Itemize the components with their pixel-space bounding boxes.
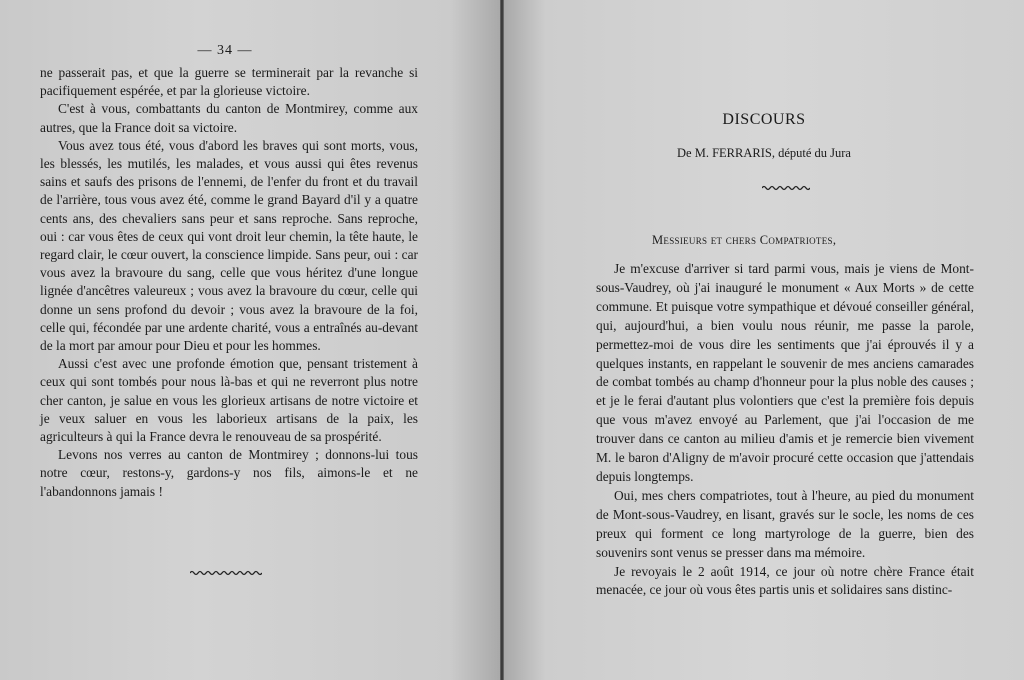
left-paragraph-1: ne passerait pas, et que la guerre se terminerait par la revanche si pacifiquement espérée, et par la glorieuse victoire. [40, 65, 418, 99]
speech-heading: DISCOURS [722, 111, 806, 128]
left-paragraph-5: Levons nos verres au canton de Montmirey ; donnons-lui tous notre cœur, restons-y, gardons-y nos fils, aimons-le et ne l'abandonnons jamais ! [40, 447, 418, 499]
left-paragraph-2: C'est à vous, combattants du canton de Montmirey, comme aux autres, que la France doit sa victoire. [40, 101, 418, 135]
wavy-rule-icon [762, 185, 810, 191]
right-paragraph-3: Je revoyais le 2 août 1914, ce jour où notre chère France était menacée, ce jour où vous êtes partis unis et solidaires sans distinc- [596, 563, 974, 598]
left-paragraph-4: Aussi c'est avec une profonde émotion que, pensant tristement à ceux qui sont tombés pour nous là-bas et qui ne reverront plus notre cher canton, je salue en vous les glorieux artisans de notre victoire et je veux saluer en vous les laborieux artisans de la paix, les agriculteurs à qui la France devra le renouveau de sa prospérité. [40, 356, 418, 445]
right-page-text [596, 260, 974, 600]
speech-subheading: De M. FERRARIS, député du Jura [677, 146, 851, 160]
left-page [0, 0, 500, 680]
left-paragraph-3: Vous avez tous été, vous d'abord les braves qui sont morts, vous, les blessés, les mutilés, les malades, et vous aussi qui êtes revenus sains et saufs des prisons de l'ennemi, de l'enfer du front et du travail de l'arrière, tous vous avez été, comme le grand Bayard d'il y a quatre cents ans, des chevaliers sans peur et sans reproche. Sans reproche, oui : car vous êtes de ceux qui vont droit leur chemin, la tête haute, le regard clair, le cœur ouvert, la conscience limpide. Sans peur, oui : car vous avez la bravoure du sang, celle que vous héritez d'une longue lignée d'ancêtres valeureux ; vous avez la bravoure du cœur, celle qui donne un sens profond du devoir ; vous avez la bravoure de la foi, celle qui, fécondée par une ardente charité, vous a entraînés au-devant de la mort par amour pour Dieu et pour les hommes. [40, 137, 418, 354]
right-paragraph-1: Je m'excuse d'arriver si tard parmi vous, mais je viens de Mont-sous-Vaudrey, où j'ai inauguré le monument « Aux Morts » de cette commune. Et puisque votre sympathique et dévoué conseiller général, qui, aujourd'hui, a bien voulu nous réunir, me passe la parole, permettez-moi de vous dire les sentiments que j'ai éprouvés il y a quelques instants, en rappelant le souvenir de mes anciens camarades de combat tombés au champ d'honneur pour la plus noble des causes ; et je le ferai d'autant plus volontiers que c'est la première fois depuis que vous m'avez envoyé au Parlement, que j'ai l'occasion de me trouver dans ce canton au milieu d'amis et je remercie bien vivement M. le baron d'Aligny de m'avoir procuré cette occasion que j'attendais depuis longtemps. [596, 261, 974, 484]
left-page-text [40, 64, 418, 501]
salutation: Messieurs et chers Compatriotes, [652, 233, 837, 247]
wavy-rule-icon [190, 570, 262, 576]
right-page [504, 0, 1024, 680]
right-paragraph-2: Oui, mes chers compatriotes, tout à l'heure, au pied du monument de Mont-sous-Vaudrey, en lisant, gravés sur le socle, les noms de ces preux qui forment ce long martyrologe de la guerre, bien des souvenirs sont venus se presser dans ma mémoire. [596, 487, 974, 560]
page-number: — 34 — [197, 43, 253, 58]
